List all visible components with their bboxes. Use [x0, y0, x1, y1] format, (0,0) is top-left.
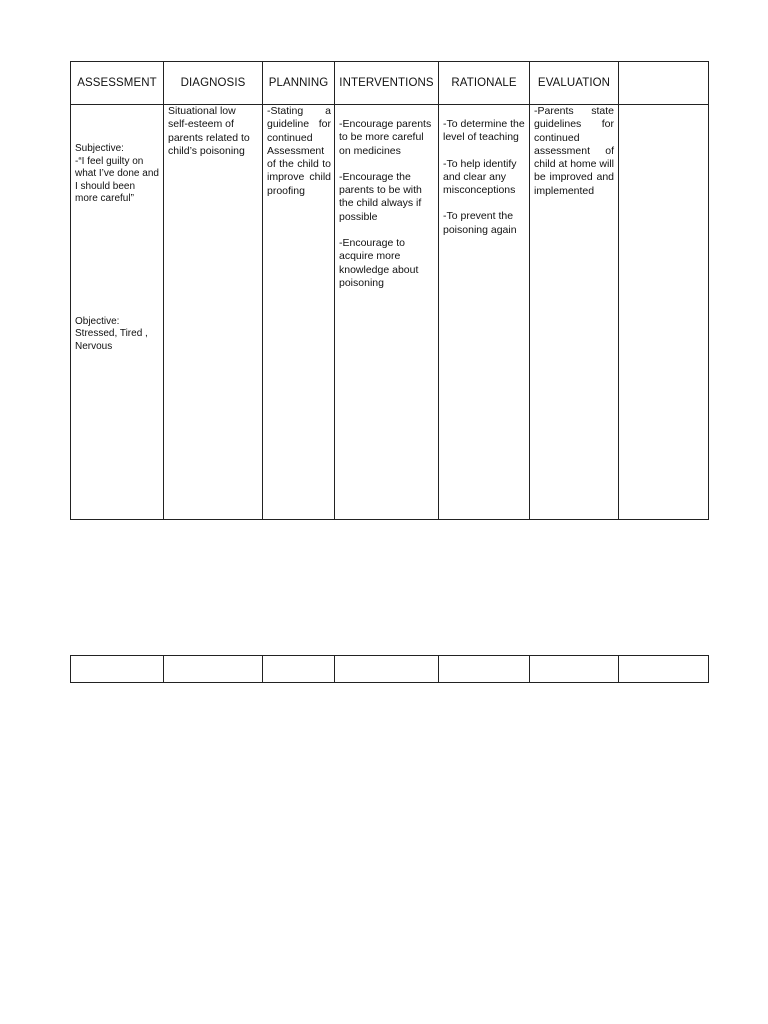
objective-text: Stressed, Tired , Nervous	[75, 328, 148, 352]
empty-cell	[619, 656, 709, 683]
rationale-cell	[439, 105, 530, 520]
intervention-item: -Encourage to acquire more knowledge about poisoning	[339, 237, 419, 289]
header-row	[71, 62, 709, 105]
planning-cell	[263, 105, 335, 520]
empty-row	[71, 656, 709, 683]
rationale-item: -To help identify and clear any misconceptions	[443, 157, 517, 197]
rationale-item: -To determine the level of teaching	[443, 118, 525, 144]
evaluation-text: -Parents state guidelines for continued assessment of child at home will be improved and implemented	[534, 105, 614, 197]
care-plan-row	[71, 105, 709, 520]
diagnosis-cell	[164, 105, 263, 520]
intervention-item: -Encourage the parents to be with the child always if possible	[339, 170, 422, 223]
diagnosis-text: Situational low self-esteem of parents related to child’s poisoning	[168, 105, 250, 157]
header-assessment: ASSESSMENT	[71, 62, 164, 105]
header-interventions: INTERVENTIONS	[335, 62, 439, 105]
planning-text: -Stating a guideline for continued Assessment of the child to improve child proofing	[267, 105, 331, 197]
interventions-cell	[335, 105, 439, 520]
empty-cell	[263, 656, 335, 683]
header-diagnosis: DIAGNOSIS	[164, 62, 263, 105]
evaluation-cell	[530, 105, 619, 520]
empty-table-row	[70, 655, 709, 683]
empty-cell	[335, 656, 439, 683]
assessment-cell	[71, 105, 164, 520]
header-blank	[619, 62, 709, 105]
empty-cell	[71, 656, 164, 683]
header-rationale: RATIONALE	[439, 62, 530, 105]
empty-cell	[530, 656, 619, 683]
intervention-item: -Encourage parents to be more careful on medicines	[339, 118, 432, 157]
subjective-quote: -“I feel guilty on what I’ve done and I should been more careful”	[75, 155, 159, 204]
header-planning: PLANNING	[263, 62, 335, 105]
empty-cell	[439, 656, 530, 683]
blank-cell	[619, 105, 709, 520]
rationale-item: -To prevent the poisoning again	[443, 210, 517, 236]
empty-cell	[164, 656, 263, 683]
nursing-care-plan-table	[70, 61, 709, 520]
header-evaluation: EVALUATION	[530, 62, 619, 105]
objective-label: Objective:	[75, 315, 120, 327]
subjective-label: Subjective:	[75, 143, 124, 154]
